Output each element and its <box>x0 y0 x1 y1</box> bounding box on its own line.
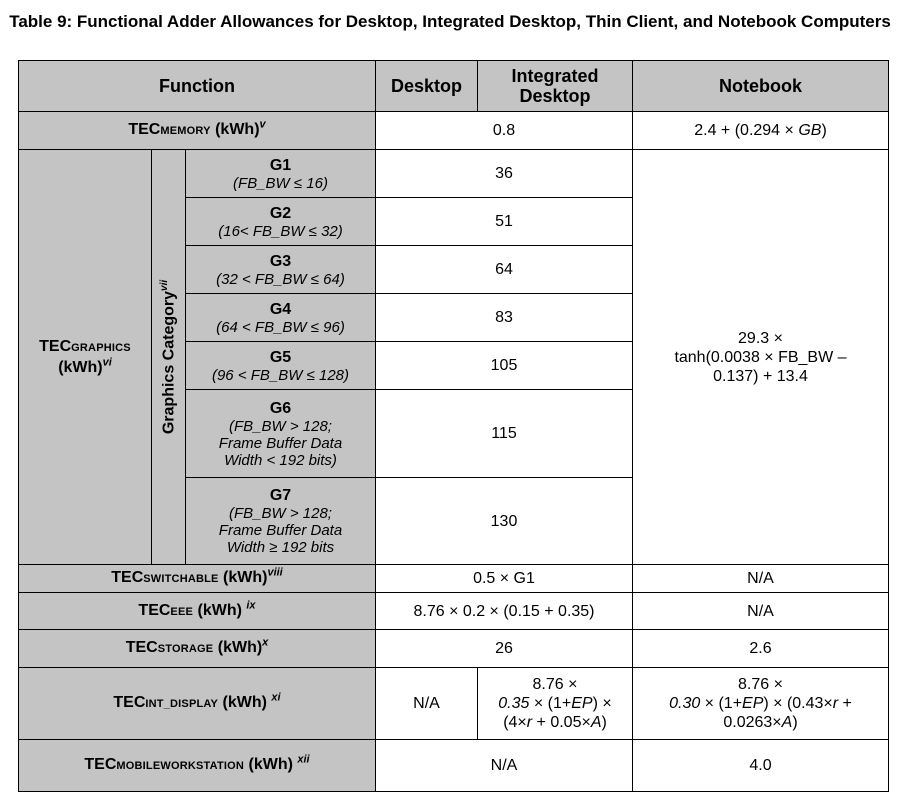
eee-notebook-value: N/A <box>633 593 889 630</box>
mobile-workstation-notebook-value: 4.0 <box>633 740 889 792</box>
header-function: Function <box>19 61 376 112</box>
graphics-g4-label: G4 (64 < FB_BW ≤ 96) <box>186 294 376 342</box>
mobile-workstation-label: TECMOBILEWORKSTATION (kWh) $^{xii}$ <box>19 740 376 792</box>
eee-desktop-integrated-value: 8.76 × 0.2 × (0.15 + 0.35) <box>376 593 633 630</box>
header-integrated-desktop: Integrated Desktop <box>478 61 633 112</box>
memory-label: TECMEMORY (kWh)$^v$ <box>19 112 376 150</box>
graphics-g1-value: 36 <box>376 150 633 198</box>
switchable-desktop-integrated-value: 0.5 × G1 <box>376 565 633 593</box>
int-display-notebook-formula: 8.76 × 0.30 × (1+EP) × (0.43×r + 0.0263×A) <box>633 668 889 740</box>
header-desktop: Desktop <box>376 61 478 112</box>
row-graphics-g1 <box>19 150 889 198</box>
row-mobile-workstation <box>19 740 889 792</box>
storage-label: TECSTORAGE (kWh)$^x$ <box>19 630 376 668</box>
graphics-g4-value: 83 <box>376 294 633 342</box>
graphics-g1-label: G1 (FB_BW ≤ 16) <box>186 150 376 198</box>
row-memory <box>19 112 889 150</box>
graphics-g3-label: G3 (32 < FB_BW ≤ 64) <box>186 246 376 294</box>
memory-notebook-value: 2.4 + (0.294 × GB) <box>633 112 889 150</box>
eee-label: TECEEE (kWh) $^{ix}$ <box>19 593 376 630</box>
graphics-g5-value: 105 <box>376 342 633 390</box>
row-switchable <box>19 565 889 593</box>
int-display-label: TECINT_DISPLAY (kWh) $^{xi}$ <box>19 668 376 740</box>
row-eee <box>19 593 889 630</box>
graphics-g6-value: 115 <box>376 390 633 478</box>
graphics-g5-label: G5 (96 < FB_BW ≤ 128) <box>186 342 376 390</box>
storage-notebook-value: 2.6 <box>633 630 889 668</box>
header-notebook: Notebook <box>633 61 889 112</box>
header-row <box>19 61 889 112</box>
row-storage <box>19 630 889 668</box>
graphics-g7-value: 130 <box>376 478 633 565</box>
graphics-g2-value: 51 <box>376 198 633 246</box>
switchable-notebook-value: N/A <box>633 565 889 593</box>
graphics-label: TECGRAPHICS (kWh)$^{vi}$ <box>19 150 152 565</box>
table-title: Table 9: Functional Adder Allowances for Desktop, Integrated Desktop, Thin Client, and Notebook Computers <box>9 12 891 31</box>
graphics-notebook-formula: 29.3 × tanh(0.0038 × FB_BW – 0.137) + 13.4 <box>633 150 889 565</box>
storage-desktop-integrated-value: 26 <box>376 630 633 668</box>
graphics-category-vertical-label: Graphics Category$^{vii}$ <box>152 150 186 565</box>
functional-adder-table <box>18 60 889 792</box>
memory-desktop-integrated-value: 0.8 <box>376 112 633 150</box>
graphics-g7-label: G7 (FB_BW > 128; Frame Buffer Data Width ≥ 192 bits <box>186 478 376 565</box>
graphics-g2-label: G2 (16< FB_BW ≤ 32) <box>186 198 376 246</box>
switchable-label: TECSWITCHABLE (kWh)$^{viii}$ <box>19 565 376 593</box>
int-display-integrated-formula: 8.76 × 0.35 × (1+EP) × (4×r + 0.05×A) <box>478 668 633 740</box>
row-int-display <box>19 668 889 740</box>
graphics-g6-label: G6 (FB_BW > 128; Frame Buffer Data Width < 192 bits) <box>186 390 376 478</box>
mobile-workstation-desktop-integrated-value: N/A <box>376 740 633 792</box>
graphics-g3-value: 64 <box>376 246 633 294</box>
int-display-desktop-value: N/A <box>376 668 478 740</box>
